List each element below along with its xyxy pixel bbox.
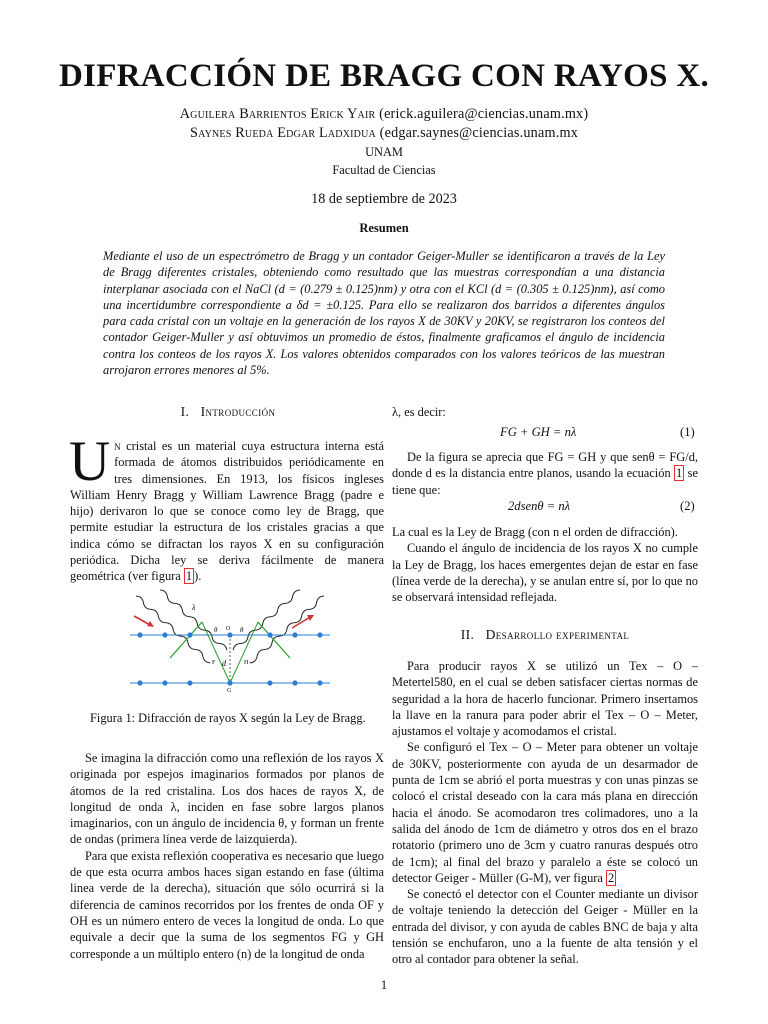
equation-2-number: (2) [680, 499, 695, 513]
exp-p1: Para producir rayos X se utilizó un Tex – O – Metertel580, en el cual se deben satisfacer ciertas normas de seguridad a la hora de hacerlo funcionar. Primero insertamos la llave en la ranura para poder abrir el Tex – O – Meter, ajustamos el voltaje y acomodamos el cristal. [392, 659, 698, 739]
section-exp-number: II. [460, 627, 475, 642]
intro-p5-end: se tiene que: [392, 466, 698, 497]
label-d: d [222, 659, 226, 668]
atom [317, 680, 322, 685]
equation-1: FG + GH = nλ [500, 425, 577, 439]
intro-p1-end: ). [194, 569, 202, 584]
label-g: G [227, 688, 232, 693]
incident-wave-left-2 [159, 589, 229, 652]
atom [227, 632, 232, 637]
intro-p2: Se imagina la difracción como una reflexión de los rayos X originada por espejos imaginarios formados por planos de átomos de la red cristalina. Los dos haces de rayos X, de longitud de onda λ, inciden en fase sobre largos planos imaginarios, con un ángulo de incidencia θ, y forman un frente de ondas (primera línea verde de laizquierda). [70, 751, 384, 847]
intro-p4 [392, 404, 698, 420]
intro-lead: n [114, 439, 121, 453]
label-f: F [212, 660, 216, 666]
label-theta-left: θ [214, 626, 218, 634]
figure-1-ref-link[interactable]: 1 [185, 569, 193, 584]
section-intro-title: Introducción [200, 404, 276, 419]
atom [292, 632, 297, 637]
wavefront-left [170, 622, 202, 658]
author-2-email: (edgar.saynes@ciencias.unam.mx [379, 125, 578, 141]
intro-p4-text: λ, es decir: [392, 405, 446, 419]
atom [267, 680, 272, 685]
wavefront-right [258, 622, 290, 658]
intro-p5 [392, 449, 698, 498]
label-o: O [226, 626, 231, 632]
figure-1-caption: Figura 1: Difracción de rayos X según la Ley de Bragg. [90, 711, 366, 725]
intro-paragraph-1 [69, 430, 384, 585]
atom [162, 680, 167, 685]
abstract-text: Mediante el uso de un espectrómetro de Bragg y un contador Geiger-Muller se identificaron a través de la Ley de Bragg diferentes cristales, obteniendo como resultado que las muestras correspondían a una distancia interplanar asociada con el NaCl (d = (0.279 ± 0.125)nm) y otra con el KCl (d = (0.305 ± 0.125)nm), así como una incertidumbre correspondiente a δd = ±0.125. Para ello se realizaron dos barridos a diferentes ángulos para cada cristal con un voltaje en la generación de los rayos X de 30KV y 20KV, se registraron los conteos del contador Geiger-Muller y así obtuvimos un promedio de éstos, finalmente graficamos el ángulo de incidencia contra los conteos de los rayos X. Los valores obtenidos comparados con los valores teóricos de las muestran arrojaron errores menores al 5%. [103, 249, 665, 378]
atom [317, 632, 322, 637]
paper-title: DIFRACCIÓN DE BRAGG CON RAYOS X. [58, 58, 710, 94]
author-1 [0, 106, 768, 123]
intro-p5-text: De la figura se aprecia que FG = GH y que senθ = FG/d, donde d es la distancia entre planos, usando la ecuación [392, 450, 698, 481]
exp-p3: Se conectó el detector con el Counter mediante un divisor de voltaje teniendo la detección del Geiger - Müller en la entrada del divisor, y con ayuda de cables BNC de baja y alta tensión se enchufaron, uno a la fuente de alta tensión y el otro al contador para obtener la señal. [392, 887, 698, 967]
reflected-wave-right-2 [232, 589, 302, 652]
affiliation-university: UNAM [365, 145, 403, 159]
section-exp-title: Desarrollo experimental [485, 627, 630, 642]
intro-p7: Cuando el ángulo de incidencia de los rayos X no cumple la Ley de Bragg, los haces emergentes dejan de estar en fase (línea verde de la derecha), y se anulan entre sí, por lo que no se observará intensidad reflejada. [392, 541, 698, 605]
atom [187, 680, 192, 685]
figure-2-ref-link[interactable]: 2 [608, 870, 615, 885]
dropcap-letter: U [69, 430, 111, 493]
atom [187, 632, 192, 637]
author-2-name: Saynes Rueda Edgar Ladxidua [190, 125, 376, 141]
intro-paragraphs-2-3 [70, 750, 384, 962]
label-theta-right: θ [240, 626, 244, 634]
page-number: 1 [380, 978, 388, 992]
atom [292, 680, 297, 685]
equation-2: 2dsenθ = nλ [508, 499, 571, 513]
exp-p2-text: Se configuró el Tex – O – Meter para obtener un voltaje de 30KV, posteriormente con ayuda de un desarmador de punta de 1cm se abrió el porta muestras y con unas pinzas se colocó el cristal deseado con la cara más plana en dirección hacia el ánodo. Se acomodaron tres colimadores, uno a la salida del ánodo de 1cm de diámetro y otros dos en el brazo rotatorio (primero uno de 3cm y cuatro ranuras después otro de 1cm); al final del brazo y paralelo a éste se colocó un detector Geiger - Müller (G-M), ver figura [392, 740, 698, 885]
intro-p3: Para que exista reflexión cooperativa es necesario que luego de que esta ocurra ambos haces sigan estando en fase (última linea verde de la derecha), situación que sólo ocurrirá si la diferencia de caminos recorridos por los frentes de onda OF y OH es un número entero de veces la longitud de onda. Lo que equivale a decir que la suma de los segmentos FG y GH corresponde a un múltiplo entero (n) de la longitud de onda [70, 848, 384, 961]
intro-p6: La cual es la Ley de Bragg (con n el orden de difracción). [392, 525, 678, 539]
atom [137, 680, 142, 685]
exp-paragraphs [392, 658, 698, 968]
author-1-name: Aguilera Barrientos Erick Yair [179, 106, 376, 122]
path-oh [230, 622, 258, 683]
atom [267, 632, 272, 637]
author-1-email: (erick.aguilera@ciencias.unam.mx) [379, 106, 589, 122]
section-exp-heading [392, 627, 698, 643]
intro-p1-text: cristal es un material cuya estructura interna está formada de átomos distribuidos periódicamente en tres dimensiones. En 1913, los físicos ingleses William Henry Bragg y William Lawrence Bragg (padre e hijo) derivaron lo que se conoce como ley de Bragg, que permite estudiar la estructura de los cristales gracias a que indica cómo se difractan los rayos X en su configuración periódica. Dicha ley se deriva fácilmente de manera geométrica (ver figura [70, 439, 384, 584]
atom [162, 632, 167, 637]
abstract-heading: Resumen [359, 221, 409, 235]
paper-date: 18 de septiembre de 2023 [311, 191, 457, 207]
author-2 [0, 125, 768, 142]
label-lambda: λ [192, 603, 196, 612]
affiliation-faculty: Facultad de Ciencias [332, 163, 436, 177]
intro-paragraphs-6-7 [392, 524, 698, 605]
equation-1-ref-link[interactable]: 1 [676, 466, 683, 481]
section-intro-heading [72, 404, 384, 420]
atom [137, 632, 142, 637]
label-h: H [244, 660, 249, 666]
equation-1-number: (1) [680, 425, 695, 439]
bragg-diffraction-figure [130, 588, 330, 693]
atom [227, 680, 232, 685]
section-intro-number: I. [180, 404, 190, 419]
